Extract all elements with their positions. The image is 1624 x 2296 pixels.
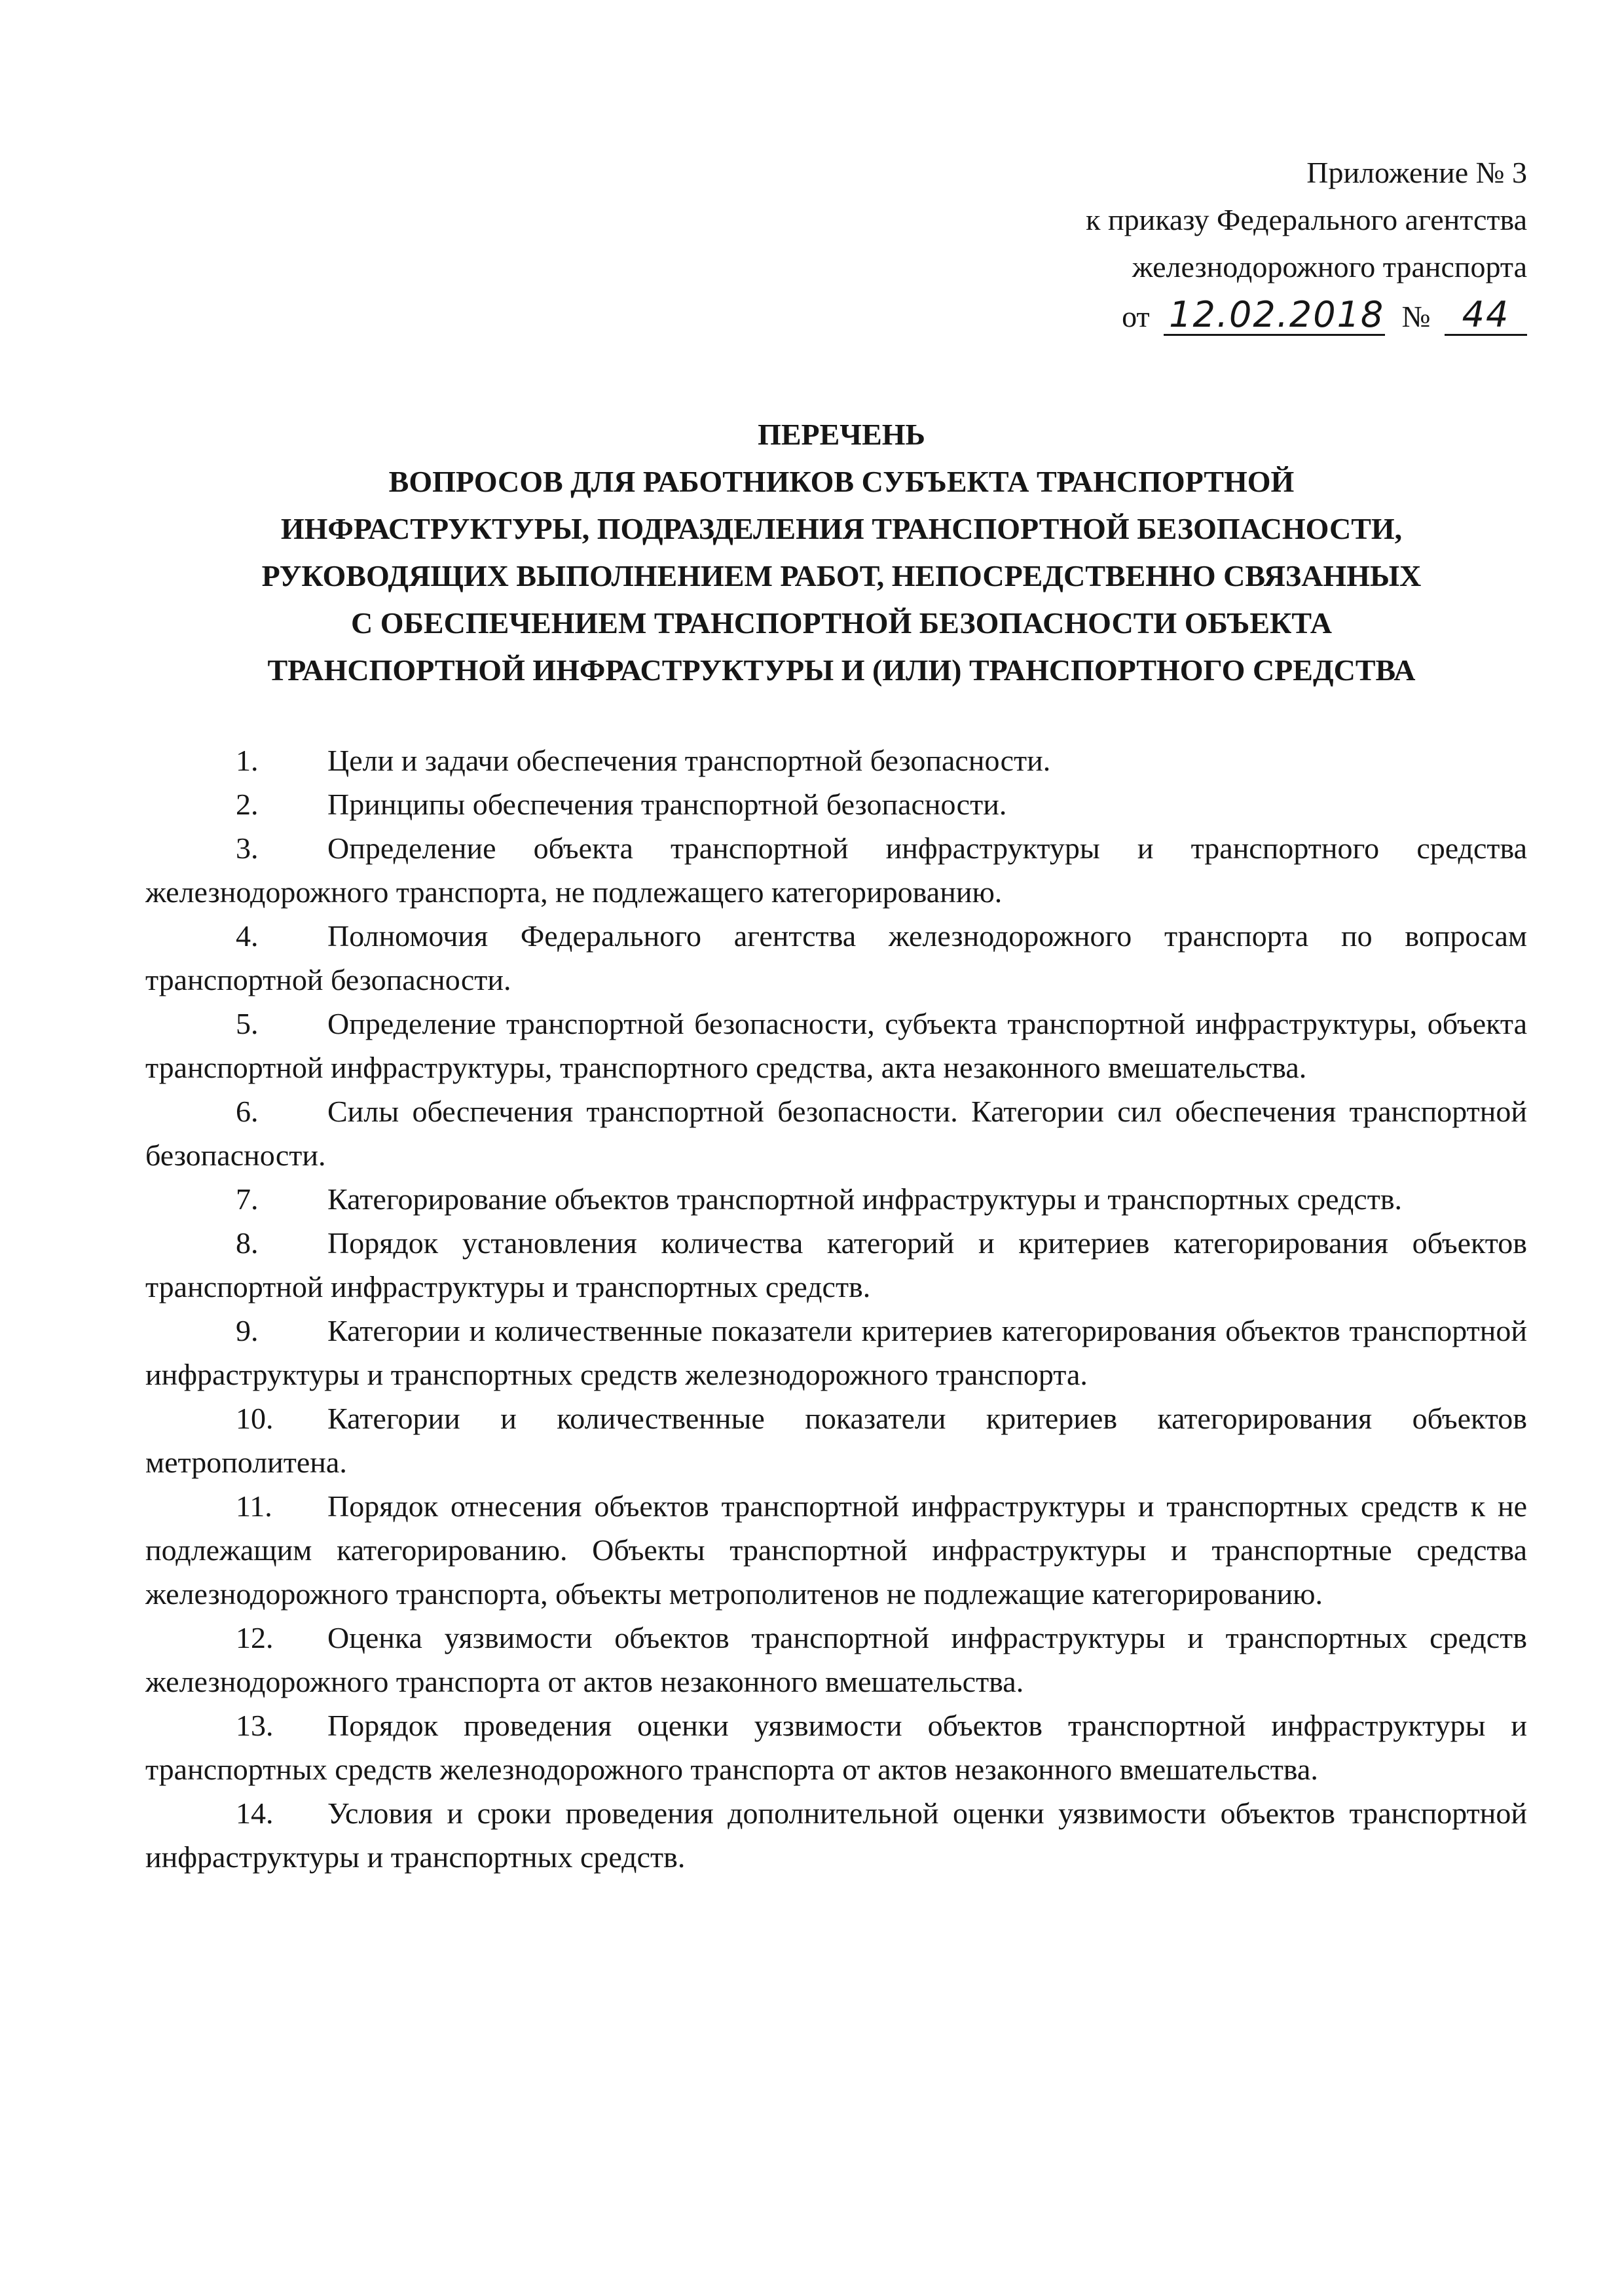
item-text: Цели и задачи обеспечения транспортной безопасности. — [327, 744, 1051, 777]
list-item — [145, 738, 1527, 782]
item-text: Условия и сроки проведения дополнительной оценки уязвимости объектов транспортной инфраструктуры и транспортных средств. — [145, 1796, 1527, 1874]
item-text: Порядок установления количества категорий и критериев категорирования объектов транспортной инфраструктуры и транспортных средств. — [145, 1226, 1527, 1303]
item-number: 10. — [236, 1402, 274, 1435]
item-text: Оценка уязвимости объектов транспортной инфраструктуры и транспортных средств железнодорожного транспорта от актов незаконного вмешательства. — [145, 1621, 1527, 1698]
item-number: 1. — [236, 744, 259, 777]
order-reference: к приказу Федерального агентства — [1086, 203, 1527, 236]
agency-name: железнодорожного транспорта — [1132, 250, 1527, 283]
list-item — [145, 1177, 1527, 1221]
title-line: РУКОВОДЯЩИХ ВЫПОЛНЕНИЕМ РАБОТ, НЕПОСРЕДСТВЕННО СВЯЗАННЫХ — [261, 559, 1422, 592]
item-number: 13. — [236, 1709, 274, 1742]
list-item — [145, 826, 1527, 914]
appendix-header — [872, 149, 1527, 340]
list-item — [145, 1704, 1527, 1791]
list-item — [145, 1089, 1527, 1177]
item-number: 12. — [236, 1621, 274, 1654]
appendix-number: Приложение № 3 — [1306, 156, 1527, 189]
item-number: 7. — [236, 1182, 259, 1216]
item-text: Категории и количественные показатели критериев категорирования объектов метрополитена. — [145, 1402, 1527, 1479]
item-text: Силы обеспечения транспортной безопасности. Категории сил обеспечения транспортной безопасности. — [145, 1095, 1527, 1172]
date-prefix: от — [1122, 300, 1150, 333]
list-item — [145, 1396, 1527, 1484]
list-item — [145, 1309, 1527, 1396]
item-text: Определение объекта транспортной инфраструктуры и транспортного средства железнодорожного транспорта, не подлежащего категорированию. — [145, 831, 1527, 909]
item-text: Принципы обеспечения транспортной безопасности. — [327, 788, 1007, 821]
title-line: С ОБЕСПЕЧЕНИЕМ ТРАНСПОРТНОЙ БЕЗОПАСНОСТИ ОБЪЕКТА — [351, 606, 1332, 640]
item-number: 9. — [236, 1314, 259, 1347]
list-item — [145, 1221, 1527, 1309]
title-line: ТРАНСПОРТНОЙ ИНФРАСТРУКТУРЫ И (ИЛИ) ТРАНСПОРТНОГО СРЕДСТВА — [267, 653, 1416, 687]
list-item — [145, 914, 1527, 1002]
order-date-line — [872, 293, 1527, 340]
item-number: 4. — [236, 919, 259, 953]
document-title — [151, 411, 1532, 694]
item-text: Категорирование объектов транспортной инфраструктуры и транспортных средств. — [327, 1182, 1403, 1216]
item-text: Порядок отнесения объектов транспортной инфраструктуры и транспортных средств к не подлежащим категорированию. Объекты транспортной инфраструктуры и транспортные средства железнодорожного транспорта, объекты метрополитенов не подлежащие категорированию. — [145, 1489, 1527, 1611]
item-number: 2. — [236, 788, 259, 821]
list-item — [145, 1002, 1527, 1089]
number-prefix: № — [1401, 300, 1431, 333]
item-number: 6. — [236, 1095, 259, 1128]
handwritten-date: 12.02.2018 — [1164, 297, 1385, 336]
item-text: Полномочия Федерального агентства железнодорожного транспорта по вопросам транспортной безопасности. — [145, 919, 1527, 996]
question-list — [145, 738, 1527, 1879]
item-text: Категории и количественные показатели критериев категорирования объектов транспортной инфраструктуры и транспортных средств железнодорожного транспорта. — [145, 1314, 1527, 1391]
list-item — [145, 1616, 1527, 1704]
item-number: 11. — [236, 1489, 272, 1523]
item-number: 8. — [236, 1226, 259, 1260]
item-number: 14. — [236, 1796, 274, 1830]
title-line: ВОПРОСОВ ДЛЯ РАБОТНИКОВ СУБЪЕКТА ТРАНСПОРТНОЙ — [388, 465, 1295, 498]
item-number: 3. — [236, 831, 259, 865]
item-text: Определение транспортной безопасности, субъекта транспортной инфраструктуры, объекта транспортной инфраструктуры, транспортного средства, акта незаконного вмешательства. — [145, 1007, 1527, 1084]
item-number: 5. — [236, 1007, 259, 1040]
list-item — [145, 1791, 1527, 1879]
title-line: ИНФРАСТРУКТУРЫ, ПОДРАЗДЕЛЕНИЯ ТРАНСПОРТНОЙ БЕЗОПАСНОСТИ, — [280, 512, 1403, 545]
title-line: ПЕРЕЧЕНЬ — [758, 418, 925, 451]
list-item — [145, 782, 1527, 826]
handwritten-number: 44 — [1445, 297, 1527, 336]
item-text: Порядок проведения оценки уязвимости объектов транспортной инфраструктуры и транспортных средств железнодорожного транспорта от актов незаконного вмешательства. — [145, 1709, 1527, 1786]
list-item — [145, 1484, 1527, 1616]
